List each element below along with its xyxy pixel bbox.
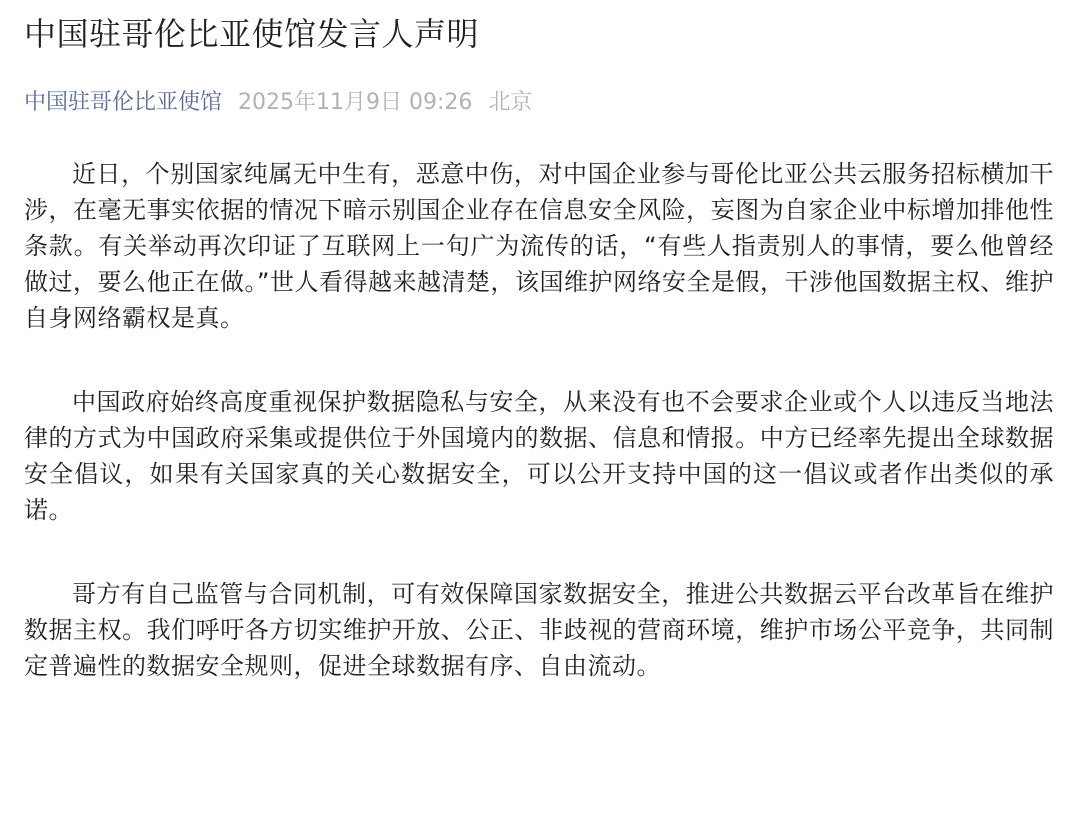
article-meta: [24, 88, 1056, 118]
article-paragraph-2: 中国政府始终高度重视保护数据隐私与安全，从来没有也不会要求企业或个人以违反当地法律的方式为中国政府采集或提供位于外国境内的数据、信息和情报。中方已经率先提出全球数据安全倡议，如果有关国家真的关心数据安全，可以公开支持中国的这一倡议或者作出类似的承诺。: [24, 388, 1054, 524]
publish-location: 北京: [488, 90, 533, 115]
article-paragraph-1: 近日，个别国家纯属无中生有，恶意中伤，对中国企业参与哥伦比亚公共云服务招标横加干涉，在毫无事实依据的情况下暗示别国企业存在信息安全风险，妄图为自家企业中标增加排他性条款。有关举动再次印证了互联网上一句广为流传的话，“有些人指责别人的事情，要么他曾经做过，要么他正在做。”世人看得越来越清楚，该国维护网络安全是假，干涉他国数据主权、维护自身网络霸权是真。: [24, 160, 1054, 332]
article-title: 中国驻哥伦比亚使馆发言人声明: [24, 15, 480, 53]
publish-time: 2025年11月9日 09:26: [238, 90, 473, 115]
article-body: [24, 156, 1054, 684]
article-paragraph-3: 哥方有自己监管与合同机制，可有效保障国家数据安全，推进公共数据云平台改革旨在维护数据主权。我们呼吁各方切实维护开放、公正、非歧视的营商环境，维护市场公平竞争，共同制定普遍性的数据安全规则，促进全球数据有序、自由流动。: [24, 580, 1054, 680]
account-name-link[interactable]: 中国驻哥伦比亚使馆: [24, 90, 223, 115]
